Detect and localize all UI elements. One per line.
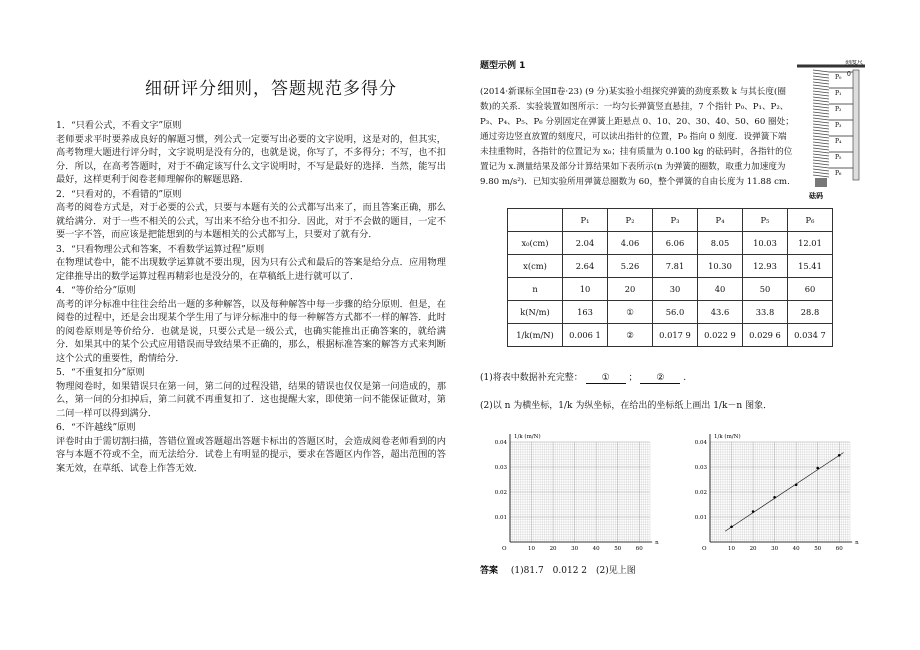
table-cell: 0.034 7 bbox=[788, 324, 833, 347]
spring-coil bbox=[813, 82, 829, 84]
rule-body: 高考的评分标准中往往会给出一题的多种解答，以及每种解答中每一步骤的给分原则．但是，在阅卷的过程中，还是会出现某个学生用了与评分标准中的每一种解答方式都不一样的解答．此时的阅卷原则是等价给分．也就是说，只要公式是一级公式，也确实能推出正确答案的，就给满分．如果其中的某个公式应用错误而导致结果不正确的，那么，根据标准答案的解答方式来判断这个公式的重要性，酌情给分． bbox=[56, 298, 446, 364]
x-tick-label: 40 bbox=[592, 546, 600, 552]
spring-coil bbox=[813, 70, 829, 72]
rule-heading: 6．“不许越线”原则 bbox=[56, 422, 136, 433]
table-cell: 7.81 bbox=[653, 255, 698, 278]
spring bbox=[813, 70, 853, 177]
answer-label: 答案 bbox=[480, 566, 499, 576]
spring-coil bbox=[813, 169, 829, 171]
y-tick-label: 0.04 bbox=[694, 440, 707, 446]
x-tick-label: 60 bbox=[835, 546, 843, 552]
table-cell: 1/k(m/N) bbox=[508, 324, 563, 347]
x-tick-label: 30 bbox=[571, 546, 579, 552]
rule-body: 在物理试卷中，能不出现数学运算就不要出现，因为只有公式和最后的答案是给分点．应用物理定律推导出的数学运算过程再精彩也是没分的，在草稿纸上进行就可以了． bbox=[56, 257, 446, 282]
spring-coil bbox=[813, 160, 829, 162]
spring-coil bbox=[813, 106, 829, 108]
example-label: 题型示例 1 bbox=[480, 61, 526, 71]
rule-body: 高考的阅卷方式是，对于必要的公式，只要与本题有关的公式都写出来了，而且答案正确，那么就给满分．对于一些不相关的公式，写出来不给分也不扣分．因此，对于不会做的题目，一定不要一字不答，而应该是把能想到的与本题相关的公式都写上，只要对了就有分． bbox=[56, 202, 446, 240]
rule-heading: 5．“不重复扣分”原则 bbox=[56, 367, 145, 378]
spring-coil bbox=[813, 97, 829, 99]
pointer-label: P₅ bbox=[835, 154, 842, 161]
table-cell: 0.022 9 bbox=[698, 324, 743, 347]
table-cell: P₅ bbox=[743, 209, 788, 232]
spring-coil bbox=[813, 109, 829, 111]
table-row bbox=[508, 278, 833, 301]
pointer-label: P₃ bbox=[835, 122, 842, 129]
rule-heading: 2．“只看对的，不看错的”原则 bbox=[56, 188, 182, 200]
spring-coil bbox=[813, 175, 829, 177]
x-tick-label: 30 bbox=[771, 546, 779, 552]
spring-coil bbox=[813, 157, 829, 159]
spring-coil bbox=[813, 94, 829, 96]
spring-coil bbox=[813, 118, 829, 120]
table-cell: 10.30 bbox=[698, 255, 743, 278]
spring-coil bbox=[813, 73, 829, 75]
x-tick-label: 40 bbox=[792, 546, 800, 552]
x-axis-label: n bbox=[855, 540, 859, 546]
y-tick-label: 0.03 bbox=[694, 465, 707, 471]
table-cell: ② bbox=[608, 324, 653, 347]
spring-coil bbox=[813, 154, 829, 156]
spring-coil bbox=[813, 142, 829, 144]
spring-coil bbox=[813, 127, 829, 129]
measurement-table bbox=[507, 208, 833, 347]
table-cell: n bbox=[508, 278, 563, 301]
spring-coil bbox=[813, 130, 829, 132]
table-cell: 12.01 bbox=[788, 232, 833, 255]
spring-coil bbox=[813, 76, 829, 78]
ruler bbox=[853, 70, 859, 180]
data-point bbox=[730, 525, 733, 528]
x-tick-label: 10 bbox=[728, 546, 736, 552]
spring-coil bbox=[813, 91, 829, 93]
y-tick-label: 0.01 bbox=[694, 515, 707, 521]
spring-coil bbox=[813, 145, 829, 147]
spring-coil bbox=[813, 139, 829, 141]
table-cell: 8.05 bbox=[698, 232, 743, 255]
table-cell: 30 bbox=[653, 278, 698, 301]
spring-coil bbox=[813, 100, 829, 102]
table-cell: 43.6 bbox=[698, 301, 743, 324]
table-cell: 60 bbox=[788, 278, 833, 301]
data-point bbox=[795, 483, 798, 486]
spring-coil bbox=[813, 124, 829, 126]
x-tick-label: 10 bbox=[528, 546, 536, 552]
pointer-label: P₀ bbox=[835, 74, 842, 81]
y-tick-label: 0.03 bbox=[494, 465, 507, 471]
answer-graph bbox=[695, 433, 859, 552]
spring-coil bbox=[813, 112, 829, 114]
spring-coil bbox=[813, 85, 829, 87]
data-point bbox=[816, 467, 819, 470]
table-cell: 6.06 bbox=[653, 232, 698, 255]
table-cell: P₆ bbox=[788, 209, 833, 232]
table-cell: x(cm) bbox=[508, 255, 563, 278]
table-cell: k(N/m) bbox=[508, 301, 563, 324]
spring-coil bbox=[813, 115, 829, 117]
table-cell bbox=[508, 209, 563, 232]
origin-label: O bbox=[502, 546, 507, 552]
graph-area bbox=[480, 430, 880, 560]
spring-apparatus-diagram bbox=[795, 60, 885, 210]
question-1: (1)将表中数据补充完整： ① ； ② . bbox=[480, 373, 687, 383]
rule-body: 评卷时由于需切割扫描，答错位置或答题超出答题卡标出的答题区时，会造成阅卷老师看到的内容与本题不符或不全，而无法给分．试卷上有明显的提示，要求在答题区内作答，超出范围的答案无效，在草纸、试卷上作答无效． bbox=[56, 435, 446, 474]
rule-body: 物理阅卷时，如果错误只在第一问，第二问的过程没错，结果的错误也仅仅是第一问造成的，那么，第一问的分扣掉后，第二问就不再重复扣了．这也提醒大家，即使第一问不能保证做对，第二问一样可以得到满分． bbox=[56, 380, 446, 419]
y-tick-label: 0.02 bbox=[694, 490, 707, 496]
table-cell: 12.93 bbox=[743, 255, 788, 278]
x-tick-label: 50 bbox=[814, 546, 822, 552]
rule-heading: 1．“只看公式，不看文字”原则 bbox=[56, 120, 182, 131]
spring-coil bbox=[813, 166, 829, 168]
y-tick-label: 0.02 bbox=[494, 490, 507, 496]
table-cell: P₃ bbox=[653, 209, 698, 232]
ruler-zero: 0 bbox=[847, 71, 851, 78]
table-cell: ① bbox=[608, 301, 653, 324]
spring-coil bbox=[813, 88, 829, 90]
x-tick-label: 20 bbox=[749, 546, 757, 552]
spring-coil bbox=[813, 121, 829, 123]
table-cell: 10.03 bbox=[743, 232, 788, 255]
question-2: (2)以 n 为横坐标，1/k 为纵坐标，在给出的坐标纸上画出 1/k－n 图象． bbox=[480, 401, 773, 411]
answer-line bbox=[480, 563, 636, 576]
rule-heading: 3．“只看物理公式和答案，不看数学运算过程”原则 bbox=[56, 243, 265, 255]
table-row bbox=[508, 232, 833, 255]
table-cell: 56.0 bbox=[653, 301, 698, 324]
answer-text: (1)81.7 0.012 2 (2)见上图 bbox=[510, 566, 636, 576]
table-cell: P₁ bbox=[563, 209, 608, 232]
spring-coil bbox=[813, 172, 829, 174]
table-row bbox=[508, 324, 833, 347]
weight-block bbox=[815, 178, 827, 187]
table-row bbox=[508, 301, 833, 324]
pointer-label: P₄ bbox=[835, 138, 842, 145]
table-cell: P₂ bbox=[608, 209, 653, 232]
table-cell: x₀(cm) bbox=[508, 232, 563, 255]
spring-coil bbox=[813, 151, 829, 153]
x-tick-label: 50 bbox=[614, 546, 622, 552]
table-cell: 33.8 bbox=[743, 301, 788, 324]
origin-label: O bbox=[702, 546, 707, 552]
spring-coil bbox=[813, 136, 829, 138]
answer-blank-1[interactable]: ① bbox=[586, 373, 626, 384]
table-cell: 2.04 bbox=[563, 232, 608, 255]
left-column bbox=[56, 70, 446, 475]
table-cell: 5.26 bbox=[608, 255, 653, 278]
table-cell: 4.06 bbox=[608, 232, 653, 255]
problem-statement: (2014·新课标全国Ⅱ卷·23) (9 分)某实验小组探究弹簧的劲度系数 k 与其长度(圈数)的关系．实验装置如图所示：一均匀长弹簧竖直悬挂，7 个指针 P₀、P₁、P₂、P₃、P₄、P₅、P₆ 分别固定在弹簧上距悬点 0、10、20、30、40、50、60 圈处；通过旁边竖直放置的刻度尺，可以读出指针的位置，P₀ 指向 0 刻度．设弹簧下端未挂重物时，各指针的位置记为 x₀；挂有质量为 0.100 kg 的砝码时，各指针的位置记为 x.测量结果及部分计算结果如下表所示(n 为弹簧的圈数，取重力加速度为 9.80 m/s²)．已知实验所用弹簧总圈数为 60，整个弹簧的自由长度为 11.88 cm. bbox=[480, 87, 794, 187]
table-cell: 40 bbox=[698, 278, 743, 301]
table-cell: 0.029 6 bbox=[743, 324, 788, 347]
table-cell: 20 bbox=[608, 278, 653, 301]
answer-blank-2[interactable]: ② bbox=[640, 373, 680, 384]
y-axis-label: 1/k (m/N) bbox=[514, 434, 541, 440]
y-axis-label: 1/k (m/N) bbox=[714, 434, 741, 440]
spring-coil bbox=[813, 163, 829, 165]
table-row bbox=[508, 255, 833, 278]
spring-coil bbox=[813, 103, 829, 105]
x-axis-label: n bbox=[655, 540, 659, 546]
pointer-label: P₁ bbox=[835, 90, 842, 97]
y-tick-label: 0.04 bbox=[494, 440, 507, 446]
page-title: 细研评分细则，答题规范多得分 bbox=[145, 79, 397, 99]
rule-body: 老师要求平时要养成良好的解题习惯，列公式一定要写出必要的文字说明，这是对的，但其实，高考物理大题进行评分时，文字说明是没有分的，也就是说，你写了，不多得分；不写，也不扣分．所以，在高考答题时，对于不确定该写什么文字说明时，不写是最好的选择．当然，能写出最好，这样更利于阅卷老师理解你的解题思路． bbox=[56, 133, 446, 185]
data-point bbox=[838, 454, 841, 457]
table-cell: 2.64 bbox=[563, 255, 608, 278]
ruler-label: 刻度尺 bbox=[845, 60, 864, 66]
table-cell: 0.006 1 bbox=[563, 324, 608, 347]
blank-graph-paper bbox=[495, 433, 659, 552]
rules-list bbox=[56, 119, 446, 475]
table-row bbox=[508, 209, 833, 232]
table-cell: 0.017 9 bbox=[653, 324, 698, 347]
table-cell: 28.8 bbox=[788, 301, 833, 324]
y-tick-label: 0.01 bbox=[494, 515, 507, 521]
table-cell: 10 bbox=[563, 278, 608, 301]
table-cell: 163 bbox=[563, 301, 608, 324]
spring-coil bbox=[813, 148, 829, 150]
weight-label: 砝码 bbox=[809, 191, 823, 200]
table-cell: P₄ bbox=[698, 209, 743, 232]
x-tick-label: 20 bbox=[549, 546, 557, 552]
table-cell: 15.41 bbox=[788, 255, 833, 278]
data-point bbox=[773, 496, 776, 499]
spring-coil bbox=[813, 79, 829, 81]
right-column bbox=[480, 58, 880, 576]
data-point bbox=[752, 510, 755, 513]
rule-heading: 4．“等价给分”原则 bbox=[56, 285, 136, 296]
pointer-label: P₂ bbox=[835, 106, 842, 113]
pointer-label: P₆ bbox=[835, 170, 842, 177]
spring-coil bbox=[813, 133, 829, 135]
table-cell: 50 bbox=[743, 278, 788, 301]
x-tick-label: 60 bbox=[635, 546, 643, 552]
